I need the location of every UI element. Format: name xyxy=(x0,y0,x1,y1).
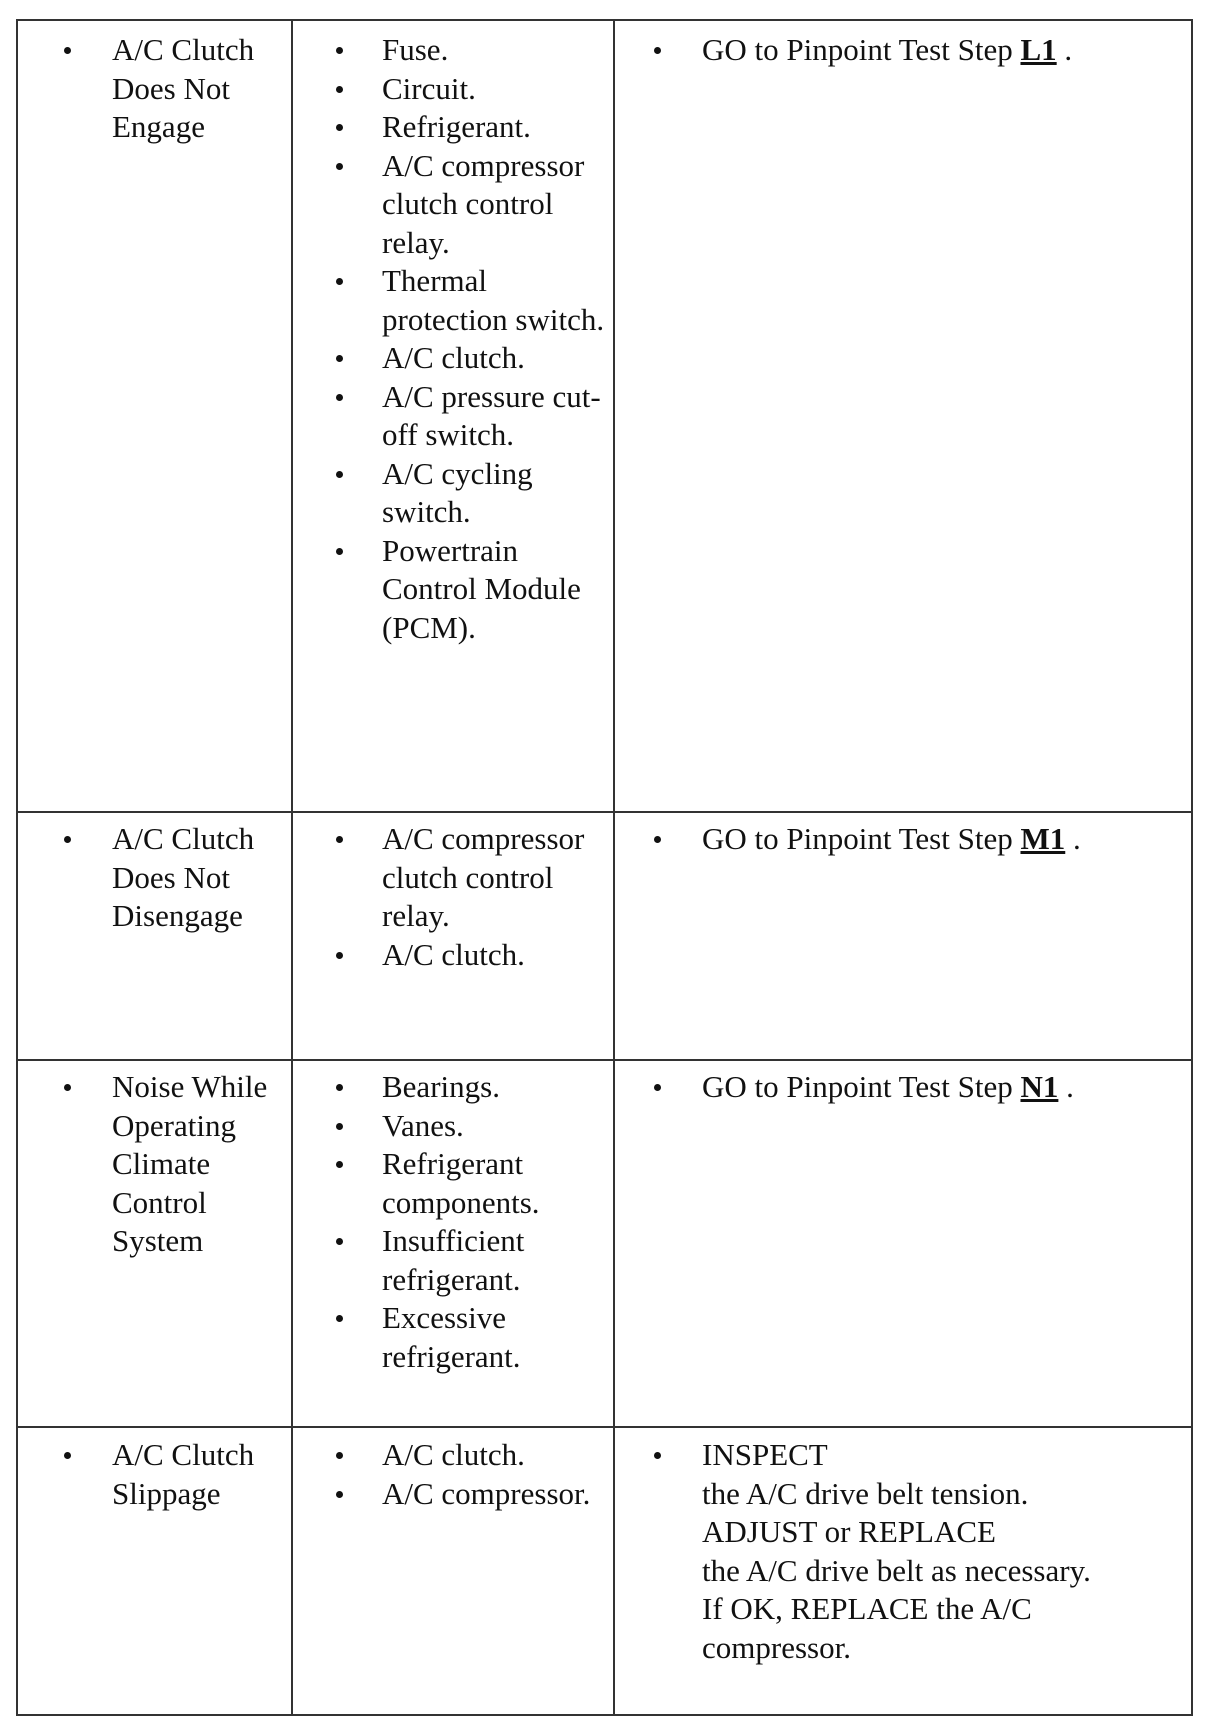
source-item: Vanes. xyxy=(382,1107,612,1146)
source-item: A/C compressor clutch control relay. xyxy=(382,147,612,263)
source-cell xyxy=(382,1436,612,1513)
action-cell xyxy=(702,1436,1162,1667)
condition-cell xyxy=(112,1068,277,1261)
condition-text: A/C Clutch Slippage xyxy=(112,1436,277,1513)
action-cell xyxy=(702,31,1162,70)
action-prefix: GO to Pinpoint Test Step xyxy=(702,821,1013,856)
column-divider xyxy=(291,21,293,1714)
source-item: A/C compressor. xyxy=(382,1475,612,1514)
action-text xyxy=(702,31,1162,70)
action-line: ADJUST or REPLACE xyxy=(702,1514,996,1549)
source-item: A/C pressure cut-off switch. xyxy=(382,378,612,455)
action-text xyxy=(702,1068,1162,1107)
column-divider xyxy=(613,21,615,1714)
condition-text: A/C Clutch Does Not Disengage xyxy=(112,820,277,936)
action-cell xyxy=(702,1068,1162,1107)
action-line: the A/C drive belt as necessary. xyxy=(702,1552,1091,1588)
source-item: Thermal protection switch. xyxy=(382,262,612,339)
source-item: Circuit. xyxy=(382,70,612,109)
action-cell xyxy=(702,820,1162,859)
condition-text: A/C Clutch Does Not Engage xyxy=(112,31,277,147)
source-item: Refrigerant. xyxy=(382,108,612,147)
action-prefix: GO to Pinpoint Test Step xyxy=(702,32,1013,67)
source-item: Refrigerant components. xyxy=(382,1145,612,1222)
action-prefix: GO to Pinpoint Test Step xyxy=(702,1069,1013,1104)
source-cell xyxy=(382,820,612,974)
condition-cell xyxy=(112,820,277,936)
pinpoint-step-link[interactable]: M1 xyxy=(1020,821,1066,856)
action-line: If OK, REPLACE the A/C xyxy=(702,1591,1032,1626)
source-item: Powertrain Control Module (PCM). xyxy=(382,532,612,648)
row-divider xyxy=(18,1426,1191,1428)
action-suffix: . xyxy=(1073,821,1081,856)
action-line: the A/C drive belt tension. xyxy=(702,1475,1029,1511)
action-line: compressor. xyxy=(702,1629,851,1665)
action-text xyxy=(702,1436,1162,1667)
source-item: A/C cycling switch. xyxy=(382,455,612,532)
source-item: Insufficient refrigerant. xyxy=(382,1222,612,1299)
source-cell xyxy=(382,1068,612,1376)
source-item: Bearings. xyxy=(382,1068,612,1107)
source-item: Fuse. xyxy=(382,31,612,70)
source-item: Excessive refrigerant. xyxy=(382,1299,612,1376)
source-item: A/C clutch. xyxy=(382,1436,612,1475)
pinpoint-step-link[interactable]: N1 xyxy=(1020,1069,1059,1104)
condition-cell xyxy=(112,31,277,147)
condition-text: Noise While Operating Climate Control System xyxy=(112,1068,277,1261)
source-cell xyxy=(382,31,612,647)
action-suffix: . xyxy=(1064,32,1073,67)
source-item: A/C clutch. xyxy=(382,936,612,975)
action-line: INSPECT xyxy=(702,1437,828,1472)
source-item: A/C compressor clutch control relay. xyxy=(382,820,612,936)
row-divider xyxy=(18,811,1191,813)
row-divider xyxy=(18,1059,1191,1061)
action-text xyxy=(702,820,1162,859)
pinpoint-step-link[interactable]: L1 xyxy=(1020,32,1057,67)
source-item: A/C clutch. xyxy=(382,339,612,378)
condition-cell xyxy=(112,1436,277,1513)
action-suffix: . xyxy=(1066,1069,1074,1104)
